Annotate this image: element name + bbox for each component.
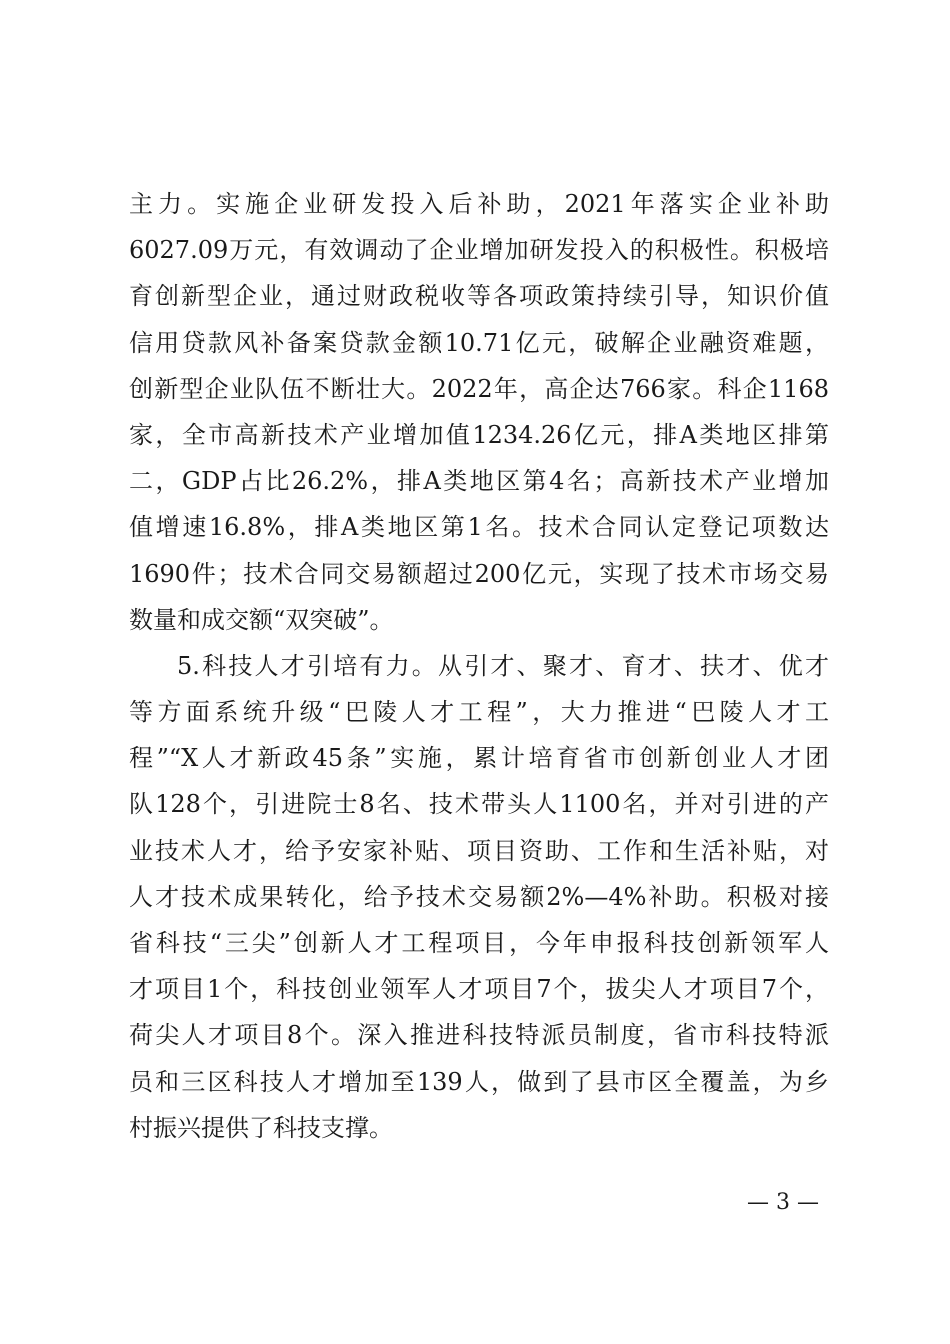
text-line: 员和三区科技人才增加至139人，做到了县市区全覆盖，为乡 bbox=[129, 1067, 829, 1096]
text-line: 省科技“三尖”创新人才工程项目，今年申报科技创新领军人 bbox=[129, 929, 829, 957]
text-line: 值增速16.8%，排A类地区第1名。技术合同认定登记项数达 bbox=[129, 513, 829, 542]
text-line: 程”“X人才新政45条”实施，累计培育省市创新创业人才团 bbox=[129, 744, 829, 773]
paragraph-first-line: 5.科技人才引培有力。从引才、聚才、育才、扶才、优才 bbox=[177, 651, 829, 680]
text-line: 荷尖人才项目8个。深入推进科技特派员制度，省市科技特派 bbox=[129, 1021, 829, 1050]
text-line: 育创新型企业，通过财政税收等各项政策持续引导，知识价值 bbox=[129, 282, 829, 311]
text-line: 数量和成交额“双突破”。 bbox=[129, 605, 394, 634]
text-line: 村振兴提供了科技支撑。 bbox=[129, 1113, 393, 1142]
text-line: 业技术人才，给予安家补贴、项目资助、工作和生活补贴，对 bbox=[129, 836, 829, 865]
page-number: — 3 — bbox=[747, 1190, 819, 1215]
text-line: 二，GDP占比26.2%，排A类地区第4名；高新技术产业增加 bbox=[129, 467, 829, 496]
body-text bbox=[129, 181, 829, 1151]
text-line: 才项目1个，科技创业领军人才项目7个，拔尖人才项目7个， bbox=[129, 975, 829, 1004]
text-line: 1690件；技术合同交易额超过200亿元，实现了技术市场交易 bbox=[129, 559, 829, 588]
text-line: 6027.09万元，有效调动了企业增加研发投入的积极性。积极培 bbox=[129, 236, 829, 265]
text-line: 创新型企业队伍不断壮大。2022年，高企达766家。科企1168 bbox=[129, 374, 829, 403]
text-line: 主力。实施企业研发投入后补助，2021年落实企业补助 bbox=[129, 190, 829, 218]
text-line: 人才技术成果转化，给予技术交易额2%—4%补助。积极对接 bbox=[129, 882, 829, 911]
text-line: 队128个，引进院士8名、技术带头人1100名，并对引进的产 bbox=[129, 790, 829, 819]
text-line: 等方面系统升级“巴陵人才工程”，大力推进“巴陵人才工 bbox=[129, 698, 829, 727]
text-line: 信用贷款风补备案贷款金额10.71亿元，破解企业融资难题， bbox=[129, 328, 829, 357]
text-line: 家，全市高新技术产业增加值1234.26亿元，排A类地区排第 bbox=[129, 420, 829, 449]
